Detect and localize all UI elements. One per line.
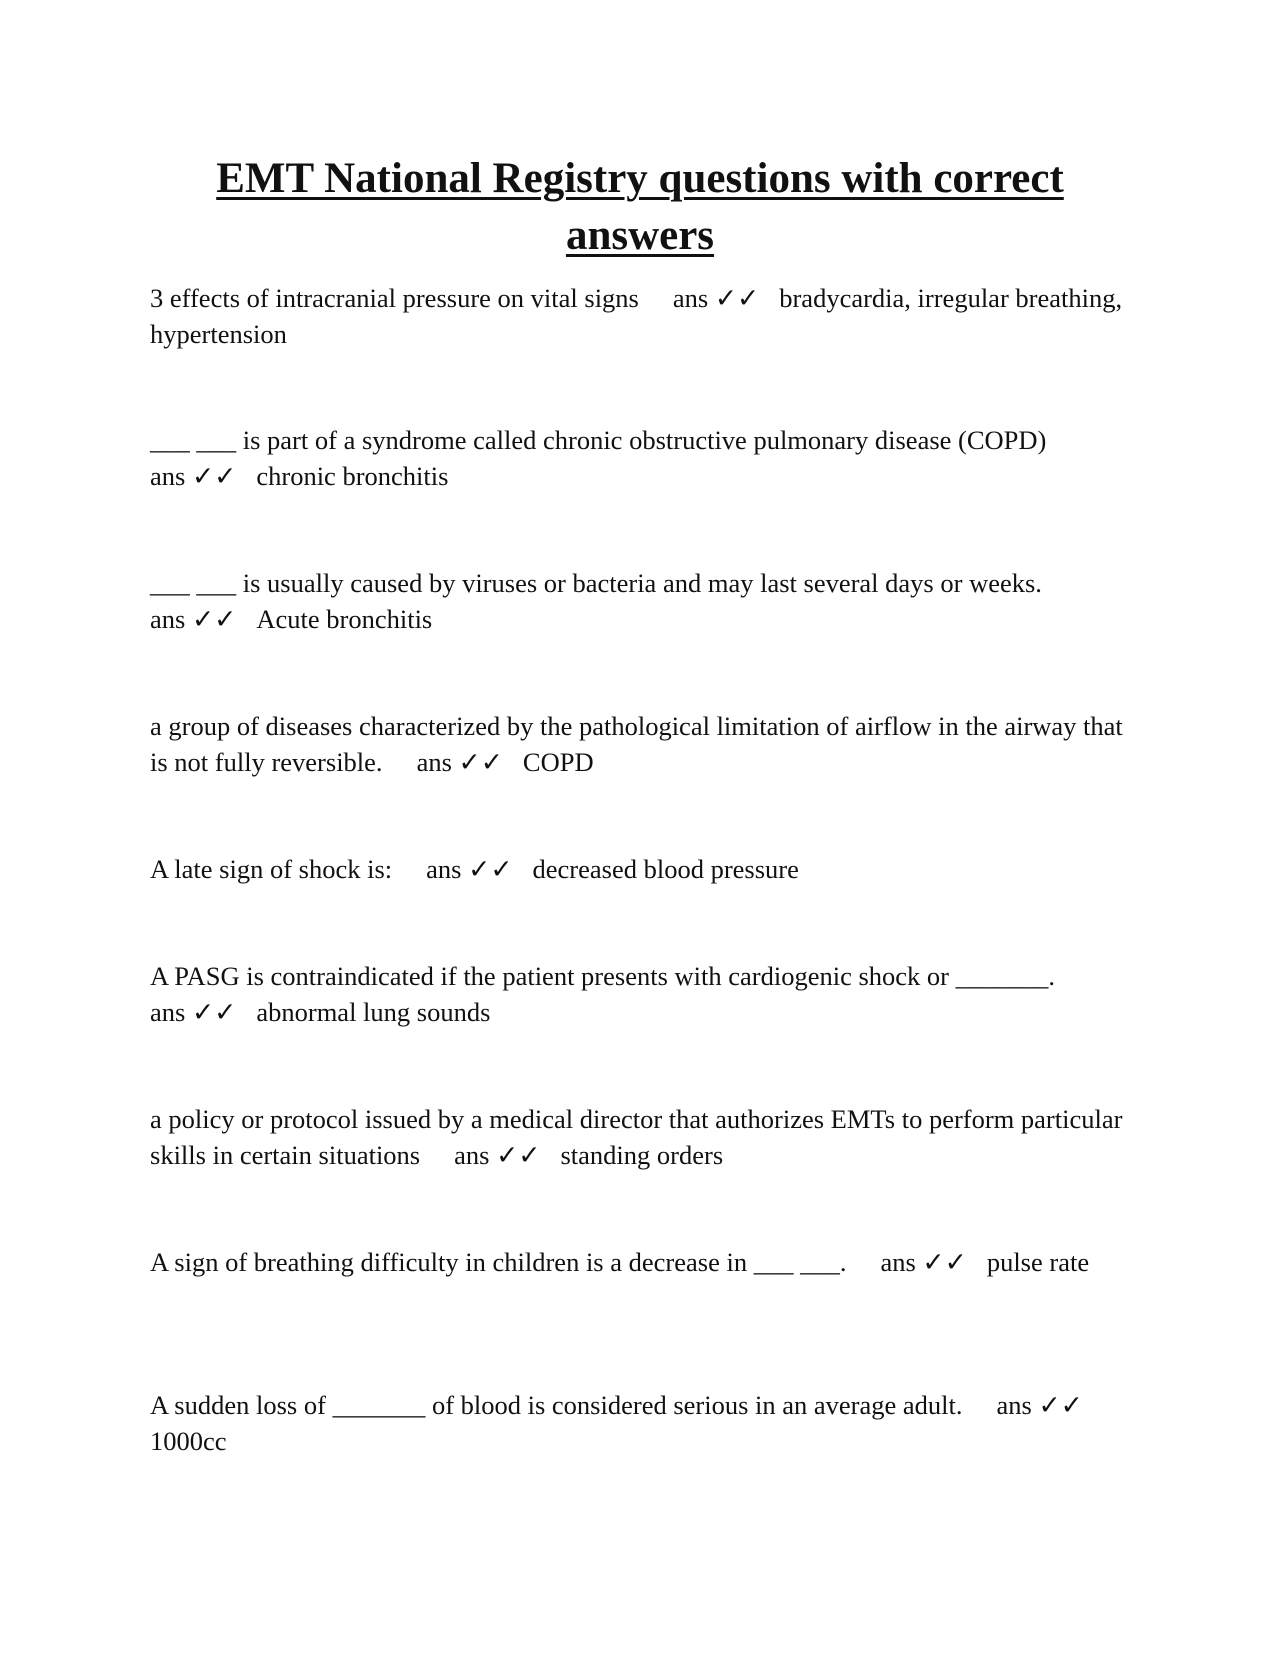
qa-item	[150, 1387, 1140, 1459]
question-text: a policy or protocol issued by a medical director that authorizes EMTs to perform particular skills in certain situations	[150, 1104, 1123, 1170]
answer-text: pulse rate	[986, 1247, 1090, 1277]
question-text: A sign of breathing difficulty in children is a decrease in ___ ___.	[150, 1247, 847, 1277]
question-text: A late sign of shock is:	[150, 854, 393, 884]
answer-marker: ans ✓✓	[672, 283, 760, 313]
qa-item	[150, 280, 1140, 352]
answer-marker: ans ✓✓	[880, 1247, 967, 1277]
qa-item	[150, 851, 1140, 887]
question-text: 3 effects of intracranial pressure on vital signs	[150, 283, 639, 313]
answer-text: decreased blood pressure	[532, 854, 799, 884]
question-text: A sudden loss of _______ of blood is considered serious in an average adult.	[150, 1390, 963, 1420]
answer-text: COPD	[522, 747, 594, 777]
answer-marker: ans ✓✓	[150, 997, 237, 1027]
answer-text: abnormal lung sounds	[256, 997, 491, 1027]
answer-marker: ans ✓✓	[416, 747, 503, 777]
answer-text: chronic bronchitis	[256, 461, 449, 491]
question-text: A PASG is contraindicated if the patient presents with cardiogenic shock or _______.	[150, 961, 1055, 991]
question-text: a group of diseases characterized by the pathological limitation of airflow in the airway that is not fully reversible.	[150, 711, 1123, 777]
page-title: EMT National Registry questions with correct answers	[216, 155, 1064, 259]
qa-item	[150, 565, 1140, 637]
answer-text: 1000cc	[150, 1426, 227, 1456]
answer-marker: ans ✓✓	[150, 461, 237, 491]
question-text: ___ ___ is usually caused by viruses or bacteria and may last several days or weeks.	[150, 568, 1042, 598]
question-text: ___ ___ is part of a syndrome called chronic obstructive pulmonary disease (COPD)	[150, 425, 1047, 455]
qa-item	[150, 958, 1140, 1030]
qa-item	[150, 708, 1140, 780]
answer-text: standing orders	[560, 1140, 724, 1170]
answer-marker: ans ✓✓	[454, 1140, 541, 1170]
answer-marker: ans ✓✓	[996, 1390, 1083, 1420]
qa-item	[150, 1244, 1140, 1280]
qa-item	[150, 422, 1140, 494]
answer-marker: ans ✓✓	[150, 604, 237, 634]
qa-item	[150, 1101, 1140, 1173]
answer-marker: ans ✓✓	[426, 854, 513, 884]
answer-text: bradycardia, irregular breathing, hypertension	[150, 283, 1123, 349]
answer-text: Acute bronchitis	[256, 604, 433, 634]
